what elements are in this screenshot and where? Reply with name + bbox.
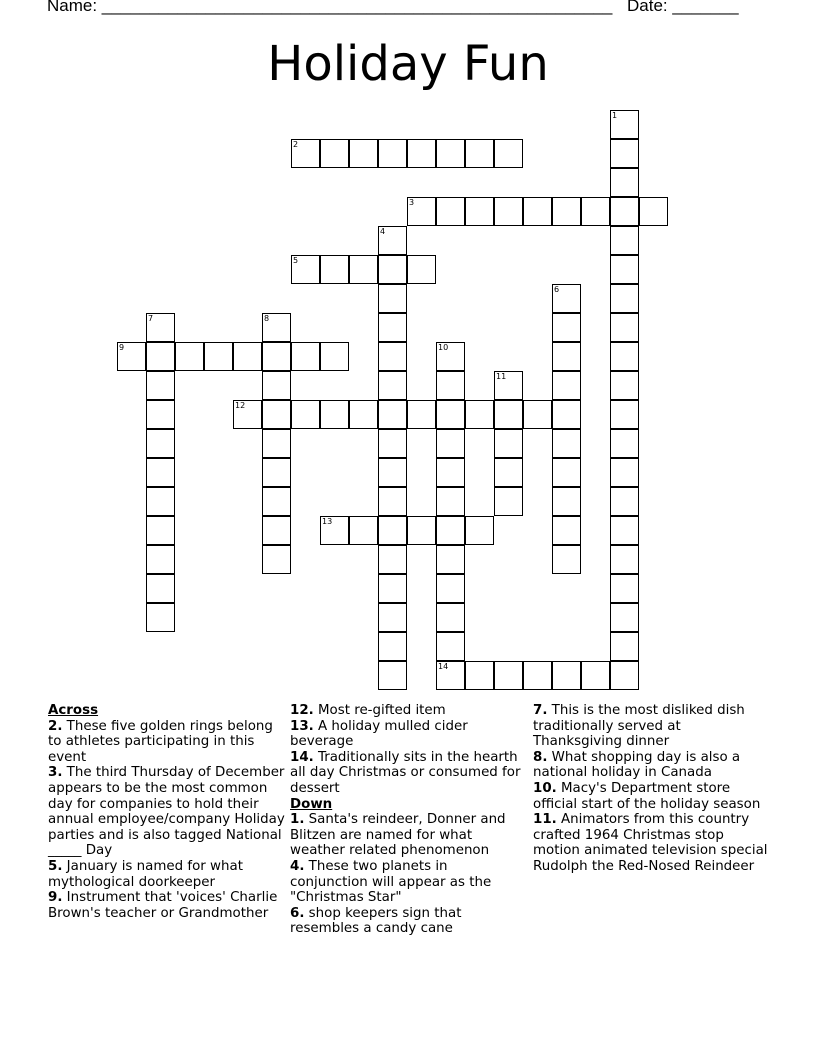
grid-cell[interactable]	[146, 313, 175, 342]
clue-text: Macy's Department store official start of the holiday season	[533, 780, 761, 812]
grid-cell[interactable]	[291, 255, 320, 284]
grid-cell[interactable]	[378, 371, 407, 400]
clue-number: 3.	[48, 765, 63, 781]
clue-text: A holiday mulled cider beverage	[290, 718, 468, 750]
grid-cell[interactable]	[146, 603, 175, 632]
clue-number: 13.	[290, 718, 314, 734]
clue-number: 9.	[48, 890, 63, 906]
grid-cell[interactable]	[552, 516, 581, 545]
grid-cell[interactable]	[291, 139, 320, 168]
clue-text: Most re-gifted item	[318, 703, 446, 718]
grid-cell[interactable]	[494, 429, 523, 458]
grid-cell[interactable]	[378, 255, 407, 284]
grid-cell[interactable]	[610, 487, 639, 516]
clue-across-9	[48, 890, 288, 921]
grid-cell[interactable]	[378, 400, 407, 429]
clue-number-label: 5	[293, 256, 299, 265]
grid-cell[interactable]	[552, 545, 581, 574]
grid-cell[interactable]	[378, 429, 407, 458]
clue-across-14	[290, 750, 526, 797]
grid-cell[interactable]	[349, 400, 378, 429]
date-field[interactable]: Date: _______	[627, 0, 739, 15]
clue-number: 8.	[533, 749, 548, 765]
grid-cell[interactable]	[378, 632, 407, 661]
grid-cell[interactable]	[233, 400, 262, 429]
grid-cell[interactable]	[581, 197, 610, 226]
clue-text: Santa's reindeer, Donner and Blitzen are named for what weather related phenomenon	[290, 812, 506, 859]
clue-across-13	[290, 719, 526, 750]
grid-cell[interactable]	[552, 371, 581, 400]
grid-cell[interactable]	[552, 458, 581, 487]
grid-cell[interactable]	[436, 400, 465, 429]
grid-cell[interactable]	[552, 429, 581, 458]
grid-cell[interactable]	[146, 400, 175, 429]
grid-cell[interactable]	[552, 400, 581, 429]
grid-cell[interactable]	[494, 371, 523, 400]
grid-cell[interactable]	[552, 342, 581, 371]
grid-cell[interactable]	[146, 342, 175, 371]
grid-cell[interactable]	[465, 197, 494, 226]
grid-cell[interactable]	[320, 255, 349, 284]
grid-cell[interactable]	[349, 255, 378, 284]
grid-cell[interactable]	[349, 516, 378, 545]
grid-cell[interactable]	[610, 661, 639, 690]
clue-number: 6.	[290, 905, 305, 921]
grid-cell[interactable]	[436, 516, 465, 545]
grid-cell[interactable]	[436, 661, 465, 690]
grid-cell[interactable]	[436, 545, 465, 574]
clue-number-label: 6	[554, 285, 560, 294]
grid-cell[interactable]	[436, 603, 465, 632]
grid-cell[interactable]	[639, 197, 668, 226]
grid-cell[interactable]	[436, 458, 465, 487]
grid-cell[interactable]	[552, 661, 581, 690]
grid-cell[interactable]	[146, 574, 175, 603]
clue-down-10	[533, 781, 771, 812]
grid-cell[interactable]	[610, 342, 639, 371]
grid-cell[interactable]	[610, 371, 639, 400]
grid-cell[interactable]	[523, 661, 552, 690]
clue-number-label: 11	[496, 372, 507, 381]
grid-cell[interactable]	[552, 197, 581, 226]
clue-number-label: 7	[148, 314, 154, 323]
grid-cell[interactable]	[378, 574, 407, 603]
clue-number: 1.	[290, 812, 305, 828]
grid-cell[interactable]	[146, 516, 175, 545]
grid-cell[interactable]	[320, 342, 349, 371]
grid-cell[interactable]	[378, 458, 407, 487]
clue-text: This is the most disliked dish traditionally served at Thanksgiving dinner	[533, 703, 745, 750]
clue-down-4	[290, 859, 526, 906]
grid-cell[interactable]	[378, 226, 407, 255]
grid-cell[interactable]	[378, 603, 407, 632]
grid-cell[interactable]	[610, 632, 639, 661]
grid-cell[interactable]	[146, 545, 175, 574]
grid-cell[interactable]	[552, 284, 581, 313]
across-heading: Across	[48, 703, 99, 718]
grid-cell[interactable]	[436, 371, 465, 400]
clue-column-3	[533, 703, 771, 875]
grid-cell[interactable]	[407, 197, 436, 226]
clue-number: 4.	[290, 858, 305, 874]
grid-cell[interactable]	[378, 342, 407, 371]
grid-cell[interactable]	[494, 487, 523, 516]
grid-cell[interactable]	[494, 197, 523, 226]
grid-cell[interactable]	[610, 545, 639, 574]
grid-cell[interactable]	[465, 400, 494, 429]
grid-cell[interactable]	[378, 545, 407, 574]
clue-down-11	[533, 812, 771, 874]
grid-cell[interactable]	[436, 574, 465, 603]
clue-number: 12.	[290, 703, 314, 718]
grid-cell[interactable]	[610, 313, 639, 342]
grid-cell[interactable]	[262, 342, 291, 371]
clue-number-label: 8	[264, 314, 270, 323]
grid-cell[interactable]	[610, 110, 639, 139]
grid-cell[interactable]	[407, 139, 436, 168]
grid-cell[interactable]	[436, 197, 465, 226]
grid-cell[interactable]	[262, 516, 291, 545]
grid-cell[interactable]	[610, 284, 639, 313]
grid-cell[interactable]	[407, 400, 436, 429]
grid-cell[interactable]	[610, 429, 639, 458]
grid-cell[interactable]	[436, 487, 465, 516]
grid-cell[interactable]	[610, 255, 639, 284]
grid-cell[interactable]	[117, 342, 146, 371]
grid-cell[interactable]	[291, 342, 320, 371]
grid-cell[interactable]	[494, 139, 523, 168]
grid-cell[interactable]	[610, 197, 639, 226]
grid-cell[interactable]	[552, 487, 581, 516]
clue-text: shop keepers sign that resembles a candy cane	[290, 905, 462, 937]
clue-number-label: 12	[235, 401, 246, 410]
clue-number-label: 14	[438, 662, 449, 671]
clue-number: 14.	[290, 749, 314, 765]
grid-cell[interactable]	[523, 400, 552, 429]
grid-cell[interactable]	[436, 139, 465, 168]
grid-cell[interactable]	[378, 313, 407, 342]
clue-number: 2.	[48, 718, 63, 734]
clue-column-1	[48, 703, 288, 921]
grid-cell[interactable]	[407, 516, 436, 545]
grid-cell[interactable]	[610, 226, 639, 255]
clue-down-1	[290, 812, 526, 859]
clue-across-2	[48, 719, 288, 766]
grid-cell[interactable]	[465, 661, 494, 690]
clue-number-label: 1	[612, 111, 618, 120]
grid-cell[interactable]	[320, 139, 349, 168]
grid-cell[interactable]	[610, 168, 639, 197]
name-field[interactable]: Name: ______________________________________________________	[47, 0, 613, 15]
clue-number-label: 2	[293, 140, 299, 149]
grid-cell[interactable]	[610, 516, 639, 545]
clue-down-7	[533, 703, 771, 750]
grid-cell[interactable]	[436, 342, 465, 371]
grid-cell[interactable]	[465, 139, 494, 168]
grid-cell[interactable]	[233, 342, 262, 371]
grid-cell[interactable]	[610, 400, 639, 429]
clue-number: 5.	[48, 858, 63, 874]
grid-cell[interactable]	[378, 284, 407, 313]
grid-cell[interactable]	[146, 458, 175, 487]
grid-cell[interactable]	[146, 371, 175, 400]
clue-number: 7.	[533, 703, 548, 718]
grid-cell[interactable]	[146, 429, 175, 458]
clue-number-label: 9	[119, 343, 125, 352]
clue-number-label: 3	[409, 198, 415, 207]
grid-cell[interactable]	[378, 139, 407, 168]
clue-number-label: 4	[380, 227, 386, 236]
clue-across-12	[290, 703, 526, 719]
grid-cell[interactable]	[523, 197, 552, 226]
grid-cell[interactable]	[494, 661, 523, 690]
grid-cell[interactable]	[494, 400, 523, 429]
clue-text: What shopping day is also a national holiday in Canada	[533, 749, 741, 781]
grid-cell[interactable]	[436, 632, 465, 661]
grid-cell[interactable]	[262, 429, 291, 458]
grid-cell[interactable]	[262, 458, 291, 487]
grid-cell[interactable]	[262, 313, 291, 342]
clue-text: The third Thursday of December appears to be the most common day for companies to hold their annual employee/company Holiday parties and is also tagged National _____ Day	[48, 765, 285, 859]
grid-cell[interactable]	[378, 661, 407, 690]
clue-text: January is named for what mythological doorkeeper	[48, 858, 243, 890]
grid-cell[interactable]	[378, 516, 407, 545]
down-heading: Down	[290, 796, 333, 812]
clue-down-8	[533, 750, 771, 781]
grid-cell[interactable]	[465, 516, 494, 545]
clue-across-3	[48, 765, 288, 859]
grid-cell[interactable]	[262, 371, 291, 400]
grid-cell[interactable]	[552, 313, 581, 342]
grid-cell[interactable]	[175, 342, 204, 371]
clue-number: 10.	[533, 780, 557, 796]
grid-cell[interactable]	[407, 255, 436, 284]
grid-cell[interactable]	[610, 458, 639, 487]
grid-cell[interactable]	[262, 400, 291, 429]
grid-cell[interactable]	[610, 603, 639, 632]
grid-cell[interactable]	[204, 342, 233, 371]
clue-text: Animators from this country crafted 1964 Christmas stop motion animated television special Rudolph the Red-Nosed Reindeer	[533, 812, 768, 874]
grid-cell[interactable]	[349, 139, 378, 168]
grid-cell[interactable]	[320, 400, 349, 429]
grid-cell[interactable]	[378, 487, 407, 516]
clue-number: 11.	[533, 812, 557, 828]
clue-number-label: 10	[438, 343, 449, 352]
clue-number-label: 13	[322, 517, 333, 526]
clue-text: Instrument that 'voices' Charlie Brown's teacher or Grandmother	[48, 890, 278, 921]
clue-across-5	[48, 859, 288, 890]
grid-cell[interactable]	[610, 574, 639, 603]
grid-cell[interactable]	[610, 139, 639, 168]
page-title: Holiday Fun	[267, 36, 549, 92]
grid-cell[interactable]	[291, 400, 320, 429]
grid-cell[interactable]	[262, 545, 291, 574]
grid-cell[interactable]	[494, 458, 523, 487]
grid-cell[interactable]	[146, 487, 175, 516]
grid-cell[interactable]	[262, 487, 291, 516]
grid-cell[interactable]	[436, 429, 465, 458]
clue-text: These five golden rings belong to athletes participating in this event	[48, 718, 273, 765]
clue-column-2	[290, 703, 526, 937]
grid-cell[interactable]	[320, 516, 349, 545]
grid-cell[interactable]	[581, 661, 610, 690]
clue-text: These two planets in conjunction will appear as the "Christmas Star"	[290, 858, 492, 906]
clue-down-6	[290, 906, 526, 937]
clue-text: Traditionally sits in the hearth all day Christmas or consumed for dessert	[290, 749, 521, 796]
